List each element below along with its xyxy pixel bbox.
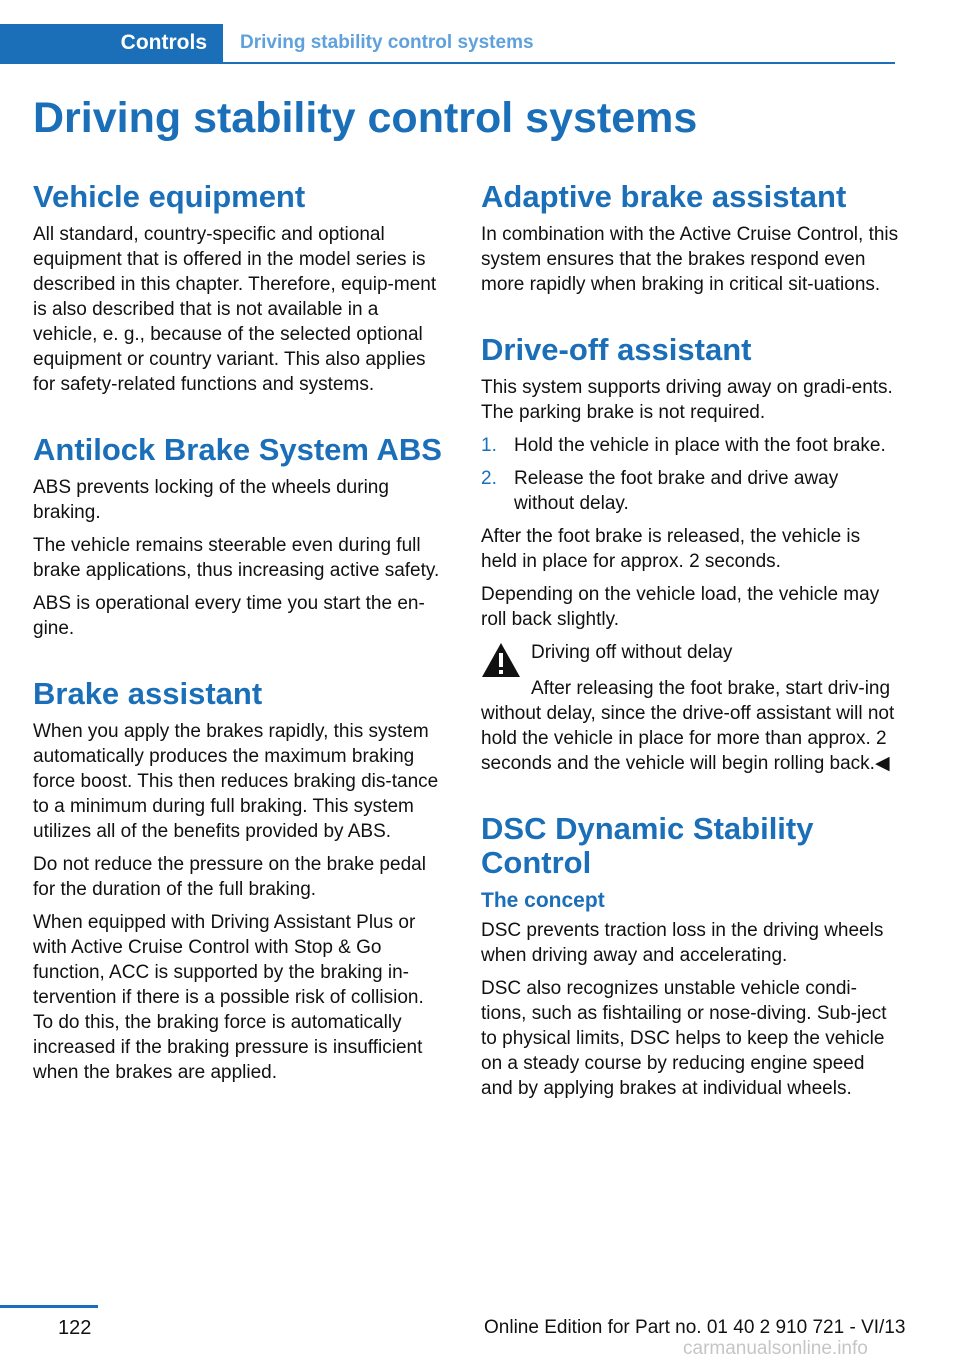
brake-assistant-section — [33, 677, 448, 1085]
edition-note: Online Edition for Part no. 01 40 2 910 721 - VI/13 — [484, 1317, 906, 1338]
left-column — [33, 180, 448, 1121]
abs-heading: Antilock Brake System ABS — [33, 432, 442, 467]
adaptive-brake-text: In combination with the Active Cruise Control, this system ensures that the brakes respond even more rapidly when braking in critical sit-uations. — [481, 224, 899, 295]
abs-paragraph-3: ABS is operational every time you start the en-gine. — [33, 593, 425, 639]
abs-section — [33, 433, 448, 641]
drive-off-paragraph-3: Depending on the vehicle load, the vehicle may roll back slightly. — [481, 584, 880, 630]
dsc-subheading: The concept — [481, 889, 605, 912]
adaptive-brake-heading: Adaptive brake assistant — [481, 179, 847, 214]
page-header — [0, 24, 895, 64]
drive-off-heading: Drive-off assistant — [481, 332, 752, 367]
page-number: 122 — [58, 1317, 92, 1339]
step-text: Hold the vehicle in place with the foot brake. — [514, 435, 886, 456]
vehicle-equipment-section — [33, 180, 448, 397]
brake-assistant-heading: Brake assistant — [33, 676, 263, 711]
watermark: carmanualsonline.info — [683, 1338, 868, 1359]
dsc-paragraph-2: DSC also recognizes unstable vehicle condi-tions, such as fishtailing or nose-diving. Sub-ject to physical limits, DSC helps to keep the vehicle on a steady course by reducing engine speed and by applying brakes at individual wheels. — [481, 978, 887, 1099]
dsc-heading: DSC Dynamic Stability Control — [481, 811, 814, 880]
brake-assistant-paragraph-3: When equipped with Driving Assistant Plus or with Active Cruise Control with Stop & Go function, ACC is supported by the braking in-tervention if there is a possible risk of collision. To do this, the braking force is automatically increased if the braking pressure is insufficient when the brakes are applied. — [33, 912, 424, 1083]
warning-box — [481, 640, 901, 776]
dsc-paragraph-1: DSC prevents traction loss in the driving wheels when driving away and accelerating. — [481, 920, 884, 966]
abs-paragraph-1: ABS prevents locking of the wheels during braking. — [33, 477, 389, 523]
list-item — [481, 433, 901, 458]
dsc-section — [481, 812, 901, 1101]
drive-off-paragraph-2: After the foot brake is released, the vehicle is held in place for approx. 2 seconds. — [481, 526, 861, 572]
vehicle-equipment-heading: Vehicle equipment — [33, 179, 306, 214]
step-number: 1. — [481, 435, 497, 456]
vehicle-equipment-text: All standard, country-specific and optional equipment that is offered in the model series is described in this chapter. Therefore, equip-ment is also described that is not available in a vehicle, e. g., because of the selected optional equipment or country variant. This also applies for safety-related functions and systems. — [33, 224, 437, 395]
drive-off-section — [481, 333, 901, 776]
page-title: Driving stability control systems — [33, 94, 698, 142]
warning-text: After releasing the foot brake, start driv-ing without delay, since the drive-off assistant will not hold the vehicle in place for more than approx. 2 seconds and the vehicle will begin rolling back.◀ — [481, 678, 895, 774]
brake-assistant-paragraph-2: Do not reduce the pressure on the brake pedal for the duration of the full braking. — [33, 854, 426, 900]
step-number: 2. — [481, 468, 497, 489]
drive-off-steps — [481, 433, 901, 516]
footer-rule — [0, 1305, 98, 1308]
warning-triangle-icon — [481, 642, 521, 678]
list-item — [481, 466, 901, 516]
right-column — [481, 180, 901, 1137]
adaptive-brake-section — [481, 180, 901, 297]
abs-paragraph-2: The vehicle remains steerable even during full brake applications, thus increasing active safety. — [33, 535, 440, 581]
section-tab: Controls — [0, 24, 223, 62]
warning-title: Driving off without delay — [531, 642, 733, 663]
drive-off-intro: This system supports driving away on gradi-ents. The parking brake is not required. — [481, 377, 893, 423]
breadcrumb: Driving stability control systems — [240, 32, 534, 53]
brake-assistant-paragraph-1: When you apply the brakes rapidly, this system automatically produces the maximum braking force boost. This then reduces braking dis-tance to a minimum during full braking. This system utilizes all of the benefits provided by ABS. — [33, 721, 439, 842]
step-text: Release the foot brake and drive away without delay. — [514, 468, 839, 514]
